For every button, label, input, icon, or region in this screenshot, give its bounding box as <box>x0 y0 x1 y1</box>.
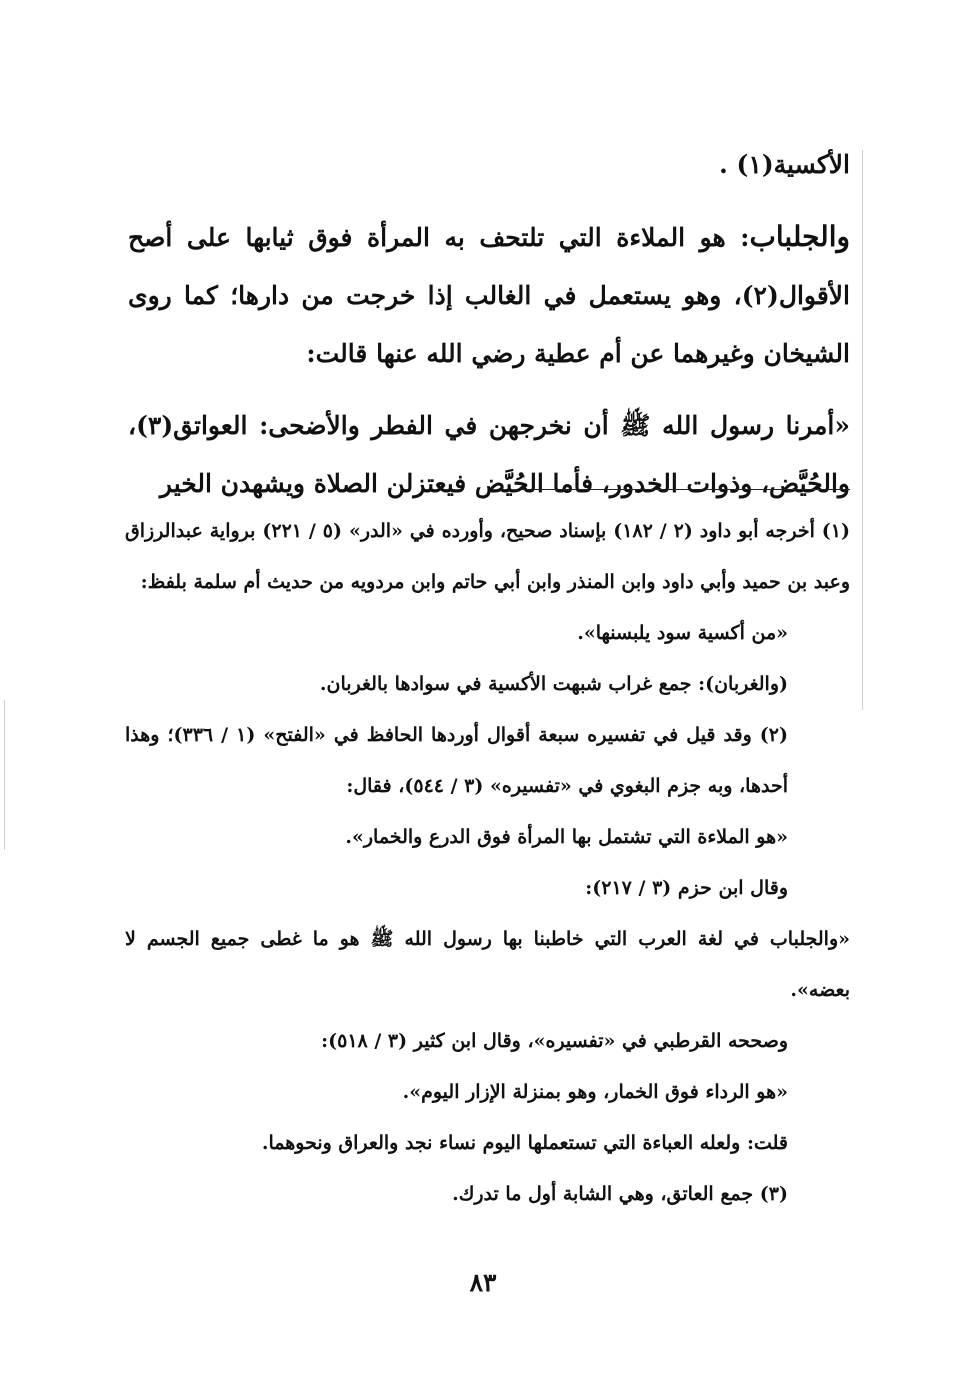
footnote-1: (١) أخرجه أبو داود (٢ / ١٨٢) بإسناد صحيح، وأورده في «الدر» (٥ / ٢٢١) برواية عبدالرزاق وعبد بن حميد وأبي داود وابن المنذر وابن أبي حاتم وابن مردويه من حديث أم سلمة بلفظ: <box>125 520 851 593</box>
footnote-2-ibn-hazm: وقال ابن حزم (٣ / ٢١٧): <box>585 877 788 899</box>
footnote-2-quote-baghawi: «هو الملاءة التي تشتمل بها المرأة فوق الدرع والخمار». <box>345 826 788 848</box>
term-jilbab: والجلباب <box>749 220 850 253</box>
footnote-separator <box>520 489 850 490</box>
footnote-2-quote-ibn-kathir: «هو الرداء فوق الخمار، وهو بمنزلة الإزار اليوم». <box>402 1081 788 1103</box>
scan-edge-mark-left <box>4 700 5 850</box>
footnote-2: (٢) وقد قيل في تفسيره سبعة أقوال أوردها الحافظ في «الفتح» (١ / ٣٣٦)؛ وهذا أحدها، وبه جزم البغوي في «تفسيره» (٣ / ٥٤٤)، فقال: <box>125 724 789 797</box>
footnote-1-quote: «من أكسية سود يلبسنها». <box>577 622 788 644</box>
footnote-2-quote-ibn-hazm: «والجلباب في لغة العرب التي خاطبنا بها رسول الله ﷺ هو ما غطى جميع الجسم لا بعضه». <box>125 928 850 1001</box>
footnote-3: (٣) جمع العاتق، وهي الشابة أول ما تدرك. <box>452 1183 788 1205</box>
footnote-1-gloss: (والغربان): جمع غراب شبهت الأكسية في سوادها بالغربان. <box>319 673 788 695</box>
page-number: ٨٣ <box>469 1268 497 1297</box>
footnote-2-author-note: قلت: ولعله العباءة التي تستعملها اليوم نساء نجد والعراق ونحوهما. <box>261 1132 788 1154</box>
main-text <box>128 136 850 513</box>
footnote-2-ibn-kathir: وصححه القرطبي في «تفسيره»، وقال ابن كثير (٣ / ٥١٨): <box>321 1030 788 1052</box>
paragraph-3: «أمرنا رسول الله ﷺ أن نخرجهن في الفطر والأضحى: العواتق(٣)، والحُيَّض، وذوات الخدور، فأما الحُيَّض فيعتزلن الصلاة ويشهدن الخير <box>128 411 850 498</box>
footnotes <box>125 506 850 1220</box>
paragraph-1: الأكسية(١) . <box>719 150 850 179</box>
paragraph-2 <box>128 208 850 383</box>
paragraph-2-text: : هو الملاءة التي تلتحف به المرأة فوق ثيابها على أصح الأقوال(٢)، وهو يستعمل في الغالب إذا خرجت من دارها؛ كما روى الشيخان وغيرهما عن أم عطية رضي الله عنها قالت: <box>128 223 850 368</box>
scan-edge-mark <box>862 150 863 710</box>
